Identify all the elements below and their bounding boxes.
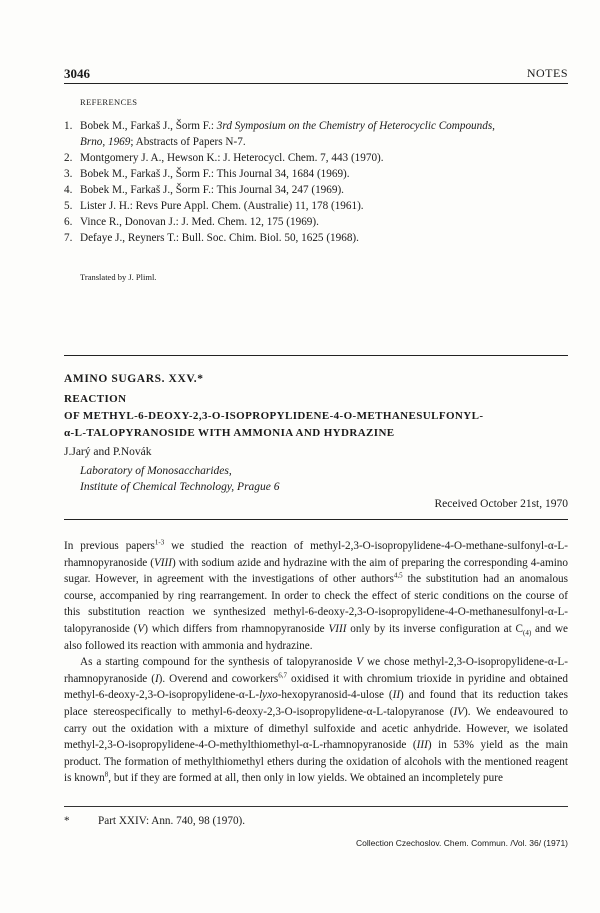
journal-colophon: Collection Czechoslov. Chem. Commun. /Vol. 36/ (1971) [356, 838, 568, 848]
article-body [64, 538, 568, 787]
article-title: REACTION OF METHYL-6-DEOXY-2,3-O-ISOPROPYLIDENE-4-O-METHANESULFONYL- α-L-TALOPYRANOSIDE WITH AMMONIA AND HYDRAZINE [64, 393, 484, 439]
reference-item: 2. Montgomery J. A., Hewson K.: J. Heterocycl. Chem. 7, 443 (1970). [64, 152, 384, 164]
paragraph: In previous papers$^{1-3}$ we studied the reaction of methyl-2,3-O-isopropylidene-4-O-methane-sulfonyl-α-L-rhamnopyranoside (VIII) with sodium azide and hydrazine with the aim of preparing the corresponding 4-amino sugar. However, in agreement with the investigations of other authors$^{4,5}$ the substitution had an anomalous course, accompanied by ring rearrangement. In order to check the effect of steric conditions on the course of this substitution reaction we synthesized methyl-6-deoxy-2,3-O-isopropylidene-4-O-methanesulfonyl-α-L-talopyranoside (V) which differs from rhamnopyranoside VIII only by its inverse configuration at $C_{(4)}$ and we also followed its reaction with ammonia and hydrazine. [64, 538, 568, 652]
reference-item: 3. Bobek M., Farkaš J., Šorm F.: This Journal 34, 1684 (1969). [64, 168, 350, 180]
page-number: 3046 [64, 66, 90, 81]
section-label: NOTES [526, 66, 568, 80]
received-rule [64, 519, 568, 520]
paragraph: As a starting compound for the synthesis of talopyranoside V we chose methyl-2,3-O-isopropylidene-α-L-rhamnopyranoside (I). Overend and coworkers$^{6,7}$ oxidised it with chromium trioxide in pyridine and obtained methyl-6-deoxy-2,3-O-isopropylidene-α-L-lyxo-hexopyranosid-4-ulose (II) and found that its reduction takes place stereospecifically to methyl-6-deoxy-2,3-O-isopropylidene-α-L-talopyranose (IV). We endeavoured to carry out the oxidation with a mixture of dimethyl sulfoxide and acetic anhydride. However, we isolated methyl-2,3-O-isopropylidene-4-O-methylthiomethyl-α-L-rhamnopyranoside (III) in 53% yield as the main product. The formation of methylthiomethyl ethers during the oxidation of alcohols with the mentioned reagent is known$^8$, but if they are formed at all, then only in low yields. We obtained an incompletely pure [64, 656, 569, 785]
footnote: * Part XXIV: Ann. 740, 98 (1970). [64, 815, 246, 827]
references-list [64, 118, 568, 246]
authors: J.Jarý and P.Novák [64, 446, 152, 458]
footnote-rule [64, 806, 568, 807]
affiliation: Laboratory of Monosaccharides, Institute of Chemical Technology, Prague 6 [80, 465, 280, 493]
reference-item: 5. Lister J. H.: Revs Pure Appl. Chem. (Australie) 11, 178 (1961). [64, 200, 364, 212]
reference-item: 4. Bobek M., Farkaš J., Šorm F.: This Journal 34, 247 (1969). [64, 184, 344, 196]
reference-item: 1. Bobek M., Farkaš J., Šorm F.: 3rd Symposium on the Chemistry of Heterocyclic Compounds, Brno, 1969; Abstracts of Papers N-7. [64, 120, 495, 148]
section-divider [64, 355, 568, 356]
received-date: Received October 21st, 1970 [434, 498, 568, 510]
header-rule [64, 83, 568, 84]
references-heading: REFERENCES [80, 97, 138, 107]
series-title: AMINO SUGARS. XXV.* [64, 373, 204, 385]
translator-credit: Translated by J. Pliml. [80, 272, 157, 282]
reference-item: 7. Defaye J., Reyners T.: Bull. Soc. Chim. Biol. 50, 1625 (1968). [64, 232, 359, 244]
reference-item: 6. Vince R., Donovan J.: J. Med. Chem. 12, 175 (1969). [64, 216, 319, 228]
